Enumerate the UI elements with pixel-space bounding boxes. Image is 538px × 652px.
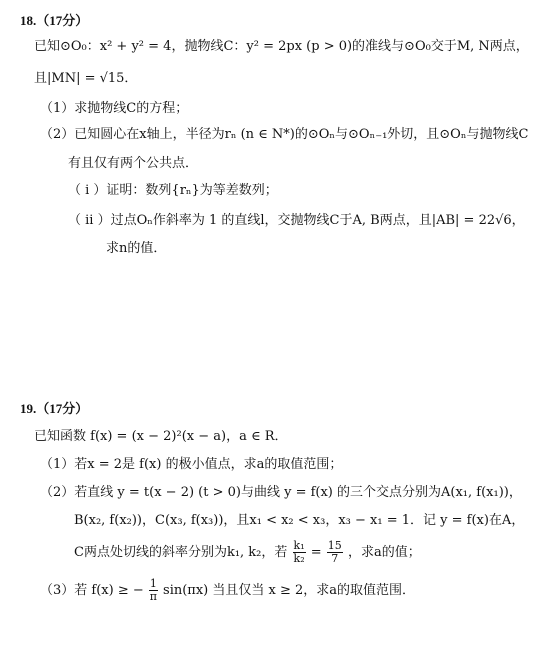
one-over-pi-denominator: π	[149, 590, 157, 603]
one-over-pi-numerator: 1	[149, 577, 157, 590]
q18-header: 18.（17分）	[20, 13, 89, 28]
q19-header: 19.（17分）	[20, 401, 89, 416]
q18-part2-i: （ i ）证明：数列{rₙ}为等差数列；	[68, 183, 278, 198]
q18-part2-line2: 有且仅有两个公共点．	[68, 156, 199, 171]
q18-part2-ii-line1: （ ii ）过点Oₙ作斜率为 1 的直线l，交抛物线C于A, B两点，且|AB| = 22√6，	[68, 213, 525, 228]
value-fraction	[327, 540, 343, 565]
q18-statement-line1: 已知⊙O₀：x² + y² = 4，抛物线C：y² = 2px (p > 0)的准线与⊙O₀交于M, N两点，	[34, 39, 529, 54]
q19-part2-line3-text-b: ，求a的值；	[347, 545, 421, 560]
q19-part2-line1: （2）若直线 y = t(x − 2) (t > 0)与曲线 y = f(x) 的三个交点分别为A(x₁, f(x₁))，	[40, 485, 522, 500]
q19-part3-text-a: （3）若 f(x) ≥ −	[40, 583, 144, 598]
k-ratio-numerator: k₁	[293, 539, 305, 552]
q18-part2-line1: （2）已知圆心在x轴上，半径为rₙ (n ∈ N*)的⊙Oₙ与⊙Oₙ₋₁外切，且⊙Oₙ与抛物线C	[40, 127, 529, 142]
value-denominator: 7	[331, 552, 339, 565]
k-ratio-fraction	[293, 540, 306, 565]
q18-part2-ii-line2: 求n的值．	[106, 241, 167, 256]
q18-statement-line2: 且|MN| = √15．	[34, 71, 138, 86]
q19-part2-line2: B(x₂, f(x₂))，C(x₃, f(x₃))，且x₁ < x₂ < x₃，x₃ − x₁ = 1．记 y = f(x)在A，	[74, 513, 525, 528]
q18-part1: （1）求抛物线C的方程；	[40, 101, 189, 116]
one-over-pi-fraction	[149, 578, 158, 603]
q19-statement: 已知函数 f(x) = (x − 2)²(x − a)，a ∈ R．	[34, 429, 288, 444]
q19-part3	[40, 578, 415, 603]
value-numerator: 15	[327, 539, 342, 552]
q19-part2-line3	[74, 540, 421, 565]
q19-part2-line3-text-a: C两点处切线的斜率分别为k₁, k₂，若	[74, 545, 288, 560]
q19-part1: （1）若x = 2是 f(x) 的极小值点，求a的取值范围；	[40, 457, 343, 472]
q19-part3-text-b: sin(πx) 当且仅当 x ≥ 2，求a的取值范围．	[163, 583, 416, 598]
equals-sign: =	[310, 545, 322, 560]
k-ratio-denominator: k₂	[293, 552, 305, 565]
